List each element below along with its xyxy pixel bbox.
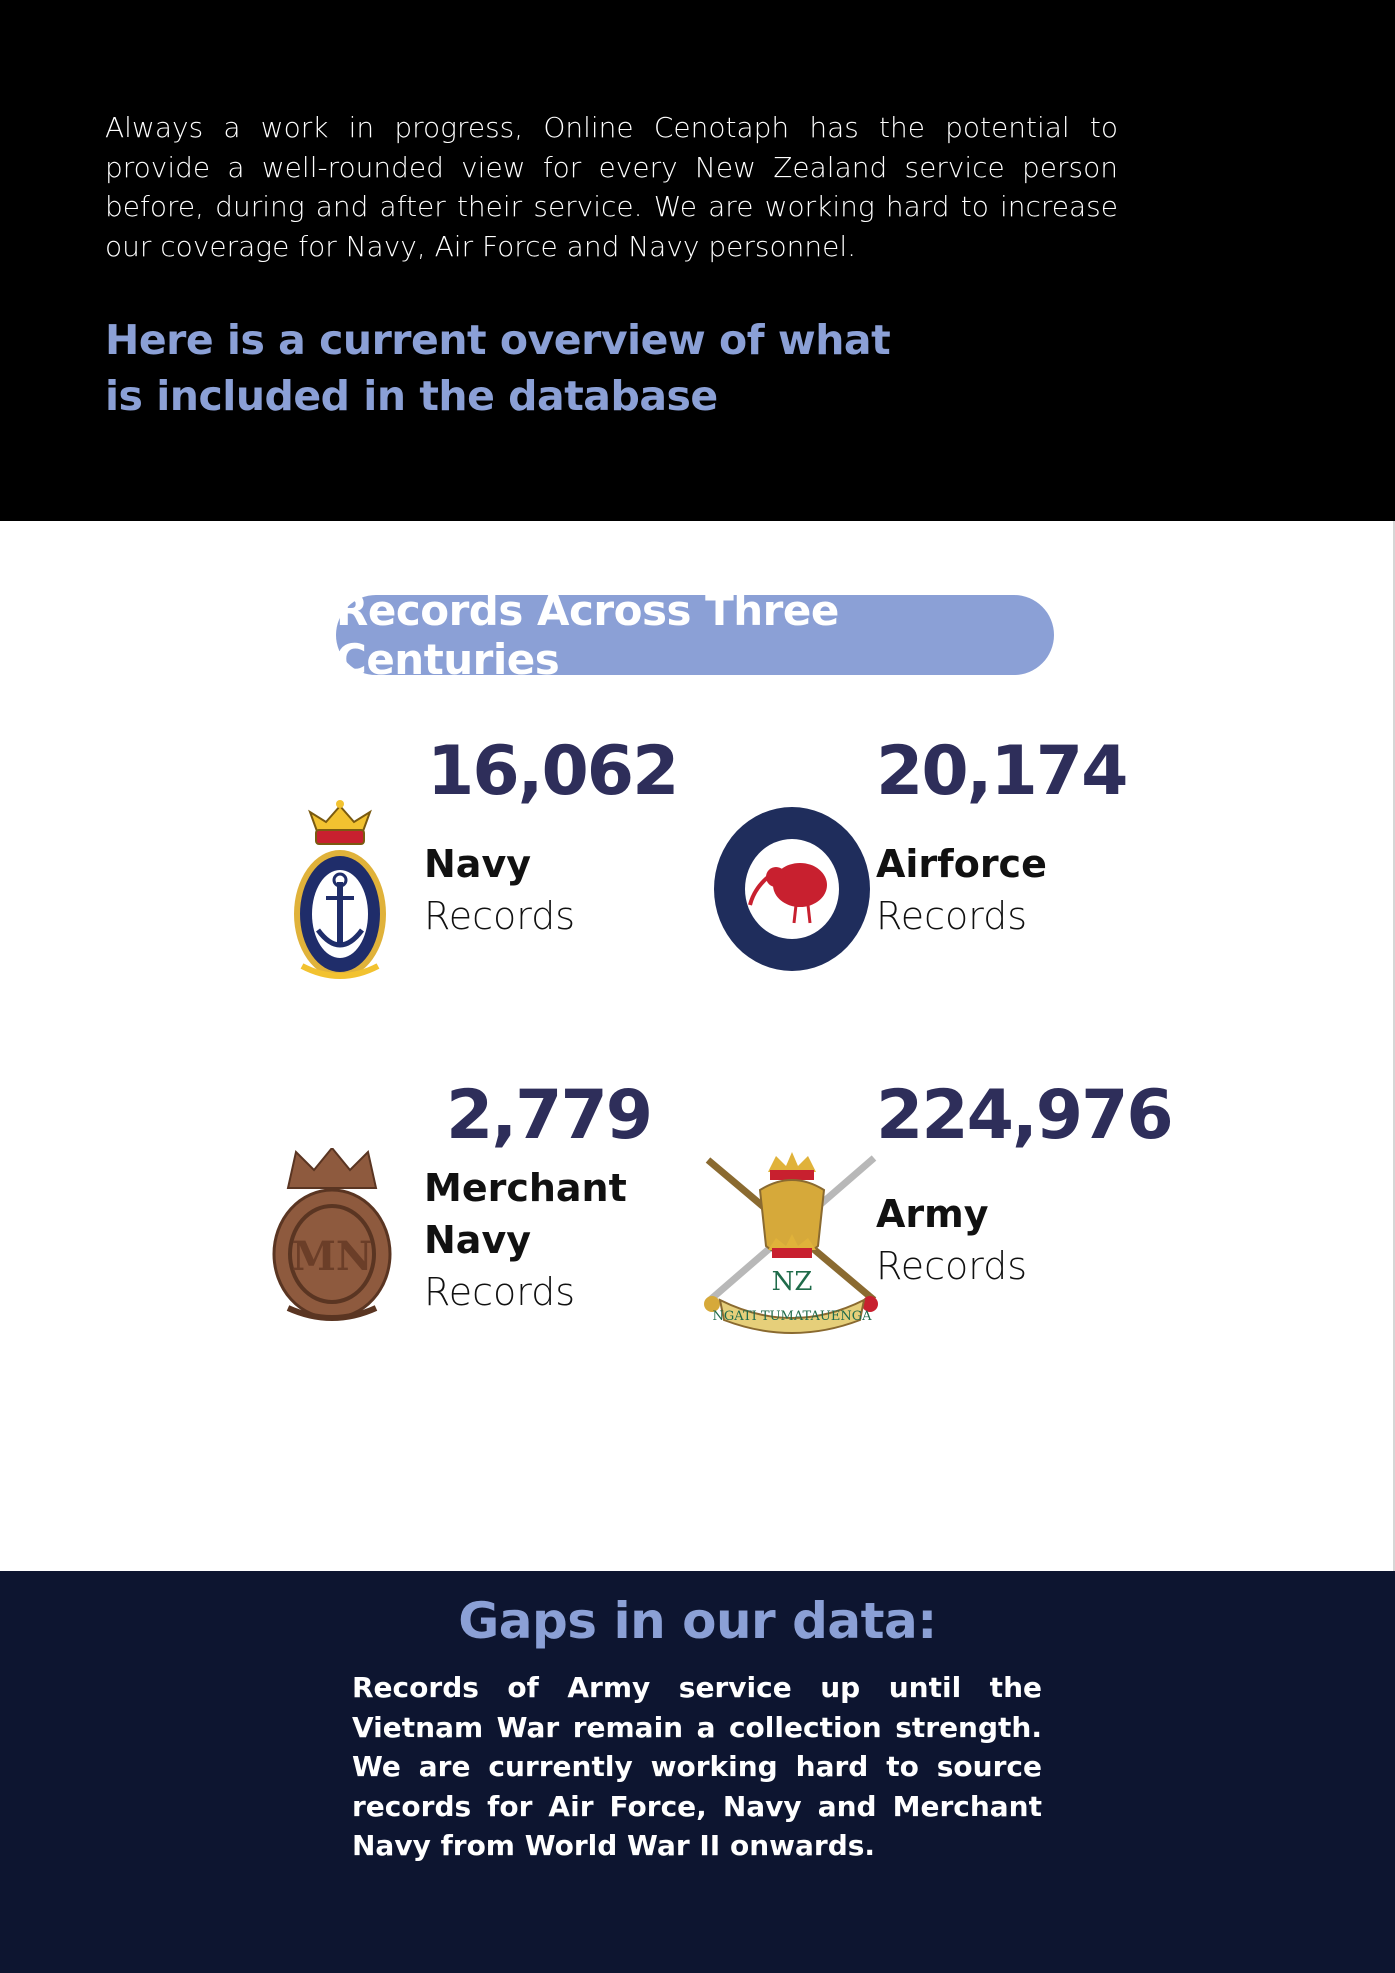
army-label <box>876 1188 1027 1292</box>
merchant-navy-label-title-2: Navy <box>424 1218 531 1262</box>
navy-label-sub: Records <box>424 894 576 938</box>
army-badge-letters: NZ <box>771 1267 813 1297</box>
gaps-title: Gaps in our data: <box>458 1592 937 1650</box>
merchant-navy-label-sub: Records <box>424 1270 576 1314</box>
merchant-navy-label <box>424 1162 627 1318</box>
records-title: Records Across Three Centuries <box>336 586 839 684</box>
airforce-label-sub: Records <box>876 894 1028 938</box>
merchant-navy-badge-letters: MN <box>291 1233 373 1280</box>
intro-paragraph: Always a work in progress, Online Cenotaph has the potential to provide a well-rounded view for every New Zealand service person before, during and after their service. We are working hard to increase our coverage for Navy, Air Force and Navy personnel. <box>105 111 1118 263</box>
airforce-count: 20,174 <box>876 732 1127 811</box>
army-badge-motto: NGATI TUMATAUENGA <box>712 1309 872 1324</box>
army-count: 224,976 <box>876 1076 1172 1155</box>
navy-badge-icon <box>288 800 393 982</box>
army-label-title: Army <box>876 1192 989 1236</box>
merchant-navy-badge-icon <box>268 1148 396 1326</box>
navy-count: 16,062 <box>427 732 678 811</box>
merchant-navy-label-title-1: Merchant <box>424 1166 627 1210</box>
records-title-pill <box>336 586 1054 684</box>
airforce-label-title: Airforce <box>876 842 1047 886</box>
navy-label <box>424 838 575 942</box>
airforce-label <box>876 838 1047 942</box>
army-badge-icon <box>698 1150 884 1336</box>
gaps-text: Records of Army service up until the Vietnam War remain a collection strength. We are currently working hard to source records for Air Force, Navy and Merchant Navy from World War II onwards. <box>352 1671 1042 1862</box>
merchant-navy-count: 2,779 <box>446 1076 652 1155</box>
navy-label-title: Navy <box>424 842 531 886</box>
kiwi-roundel-icon <box>714 807 870 971</box>
army-label-sub: Records <box>876 1244 1028 1288</box>
overview-heading: Here is a current overview of what is included in the database <box>105 316 891 420</box>
